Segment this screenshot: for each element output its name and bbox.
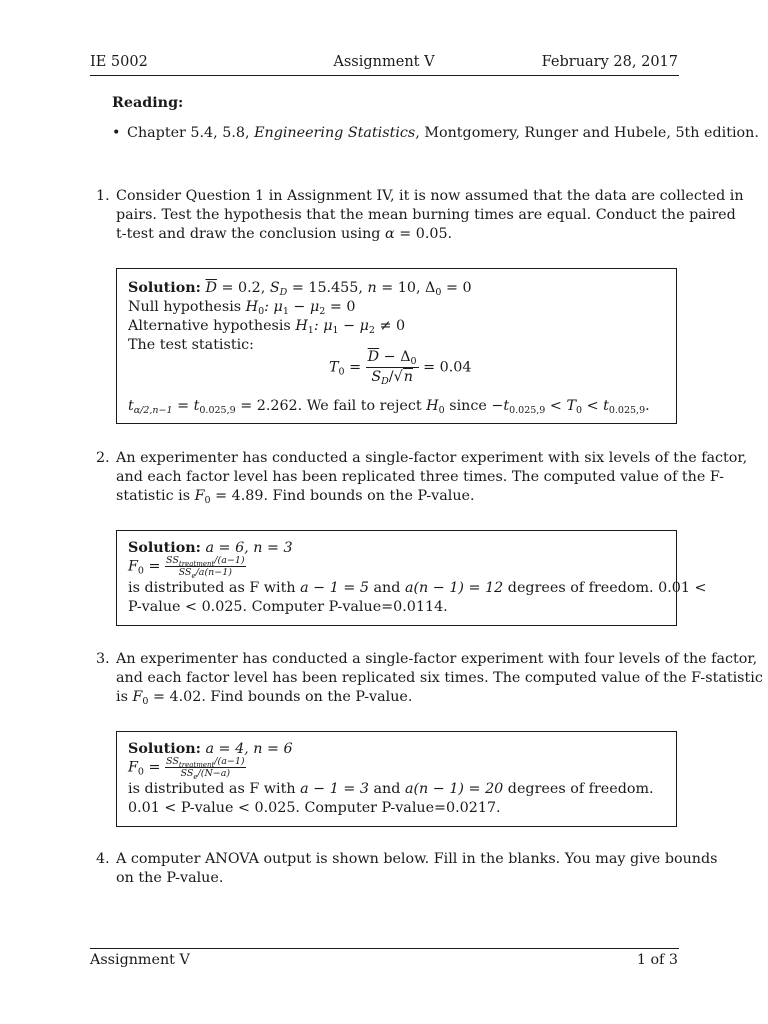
q1-line-1: Consider Question 1 in Assignment IV, it is now assumed that the data are collected in: [116, 188, 744, 204]
q2-line-1: An experimenter has conducted a single-factor experiment with six levels of the factor,: [116, 450, 748, 466]
q3-line-3: is $F_0 = 4.02$. Find bounds on the P-value.: [116, 689, 413, 707]
q3-solution-line-1: Solution: a = 4, n = 6: [128, 741, 293, 757]
q1-solution-label: Solution:: [128, 280, 201, 296]
q3-solution-line-4: 0.01 < P-value < 0.025. Computer P-value=0.0217.: [128, 800, 501, 816]
header-title: Assignment V: [333, 54, 435, 70]
reading-item: Chapter 5.4, 5.8, Engineering Statistics, Montgomery, Runger and Hubele, 5th edition.: [127, 125, 759, 141]
q2-solution-label: Solution:: [128, 540, 201, 556]
q2-solution-line-4: P-value < 0.025. Computer P-value=0.0114.: [128, 599, 448, 615]
q2-solution-line-1: Solution: a = 6, n = 3: [128, 540, 293, 556]
footer-rule: [90, 948, 679, 949]
q2-f0-formula: $F_0$ = $\frac{SS_{treatment}/(a-1)}{SS_e/a(n-1)}$: [128, 555, 245, 580]
header-rule: [90, 75, 679, 76]
q1-alt-hypothesis: Alternative hypothesis $H_1$: $\mu_1 - \mu_2 \ne 0$: [128, 318, 406, 336]
reading-book-title: Engineering Statistics: [254, 125, 416, 141]
reading-bullet: •: [112, 125, 121, 141]
q1-conclusion: $t_{\alpha/2,n-1} = t_{0.025,9} = 2.262$. We fail to reject $H_0$ since $-t_{0.025,9} < T_0 < t_{0.025,9}$.: [128, 398, 650, 416]
q1-number: 1.: [96, 188, 110, 204]
q2-solution-line-3: is distributed as F with a − 1 = 5 and a(n − 1) = 12 degrees of freedom. 0.01 <: [128, 580, 707, 596]
q3-number: 3.: [96, 651, 110, 667]
q4-number: 4.: [96, 851, 110, 867]
q2-number: 2.: [96, 450, 110, 466]
q1-solution-line-1: Solution: $\overline{D} = 0.2$, $S_D = 15.455$, n = 10, $\Delta_0 = 0$: [128, 280, 472, 298]
q1-test-statistic-formula: $T_0$ = $\frac{\overline{D} - \Delta_0}{S_D/√n}$ = 0.04: [329, 349, 472, 387]
q3-solution-box: [116, 731, 677, 827]
q2-solution-box: [116, 530, 707, 626]
q4-line-1: A computer ANOVA output is shown below. Fill in the blanks. You may give bounds: [116, 851, 718, 867]
reading-heading: Reading:: [112, 95, 184, 111]
q1-line-3: t-test and draw the conclusion using α = 0.05.: [116, 226, 453, 242]
footer-page-number: 1 of 3: [636, 952, 678, 968]
q3-line-2: and each factor level has been replicated six times. The computed value of the F-statistic: [116, 670, 763, 686]
q1-solution-box: [116, 268, 677, 424]
header-date: February 28, 2017: [541, 54, 678, 70]
q2-f0-fraction: $\frac{SS_{treatment}/(a-1)}{SS_e/a(n-1)}$: [166, 555, 245, 580]
q4-line-2: on the P-value.: [116, 870, 224, 886]
q2-line-2: and each factor level has been replicated three times. The computed value of the F-: [116, 469, 724, 485]
q3-f0-fraction: $\frac{SS_{treatment}/(a-1)}{SS_e/(N-a)}$: [166, 756, 245, 781]
q1-t0-fraction: $\frac{\overline{D} - \Delta_0}{S_D/√n}$: [367, 349, 417, 387]
q1-test-statistic-label: The test statistic:: [128, 337, 254, 353]
q1-null-hypothesis: Null hypothesis $H_0$: $\mu_1 - \mu_2 = 0$: [128, 299, 356, 317]
q3-line-1: An experimenter has conducted a single-factor experiment with four levels of the factor,: [116, 651, 758, 667]
q3-solution-line-3: is distributed as F with a − 1 = 3 and a(n − 1) = 20 degrees of freedom.: [128, 781, 654, 797]
q1-line-2: pairs. Test the hypothesis that the mean burning times are equal. Conduct the paired: [116, 207, 736, 223]
footer-left: Assignment V: [90, 952, 190, 968]
q2-line-3: statistic is $F_0 = 4.89$. Find bounds on the P-value.: [116, 488, 475, 506]
q3-solution-label: Solution:: [128, 741, 201, 757]
header-course: IE 5002: [90, 54, 148, 70]
q3-f0-formula: $F_0$ = $\frac{SS_{treatment}/(a-1)}{SS_e/(N-a)}$: [128, 756, 245, 781]
